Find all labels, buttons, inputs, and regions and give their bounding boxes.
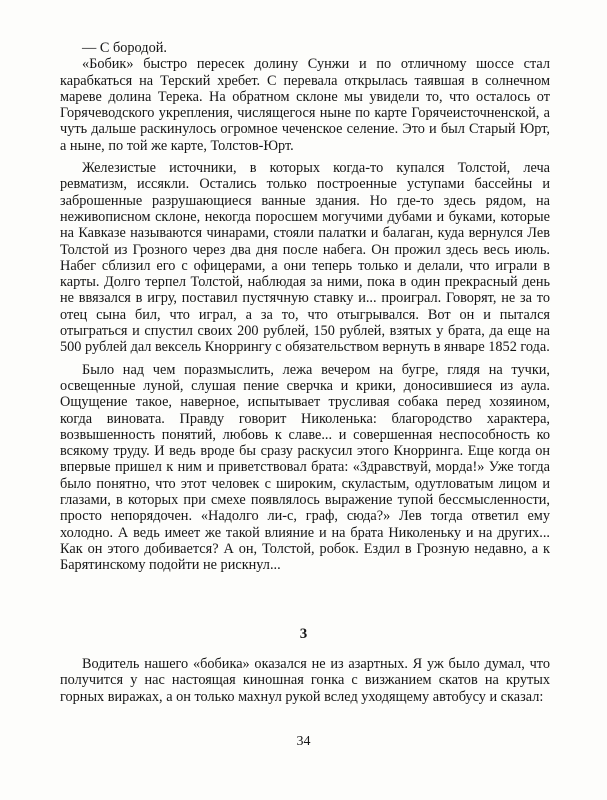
paragraph: — С бородой. xyxy=(82,40,167,56)
page-number: 34 xyxy=(296,734,311,749)
main-text xyxy=(60,40,550,574)
paragraph: Железистые источники, в которых когда-то купался Толстой, леча ревматизм, иссякли. Остались только построенные уступами бассейны и заброшенные разрушающиеся ванные здания. Но где-то здесь рядом, на неживописном склоне, некогда поросшем могучими дубами и буками, которые на Кавказе называются чинарами, стояли палатки и балаган, куда вернулся Лев Толстой из Грозного через два дня после набега. Он прожил здесь весь июль. Набег сблизил его с офицерами, а они теперь только и делали, что играли в карты. Долго терпел Толстой, наблюдая за ними, пока в один прекрасный день не ввязался в игру, поставил пустячную ставку и... проиграл. Говорят, не за то отец сына бил, что играл, а за то, что отыгрывался. Вот он и пытался отыграться и спустил своих 200 рублей, 150 рублей, взятых у брата, да еще на 500 рублей дал вексель Кноррингу с обязательством вернуть в январе 1852 года. xyxy=(60,160,550,356)
chapter-text xyxy=(60,656,550,705)
paragraph: Было над чем поразмыслить, лежа вечером на бугре, глядя на тучки, освещенные луной, слушая пение сверчка и крики, доносившиеся из аула. Ощущение такое, наверное, испытывает трусливая собака перед хозяином, когда виновата. Правду говорит Николенька: благородство характера, возвышенность понятий, любовь к славе... и совершенная неспособность ко всякому труду. И ведь вроде бы сразу раскусил этого Кнорринга. Еще когда он впервые пришел к ним и приветствовал брата: «Здравствуй, морда!» Уже тогда было понятно, что этот человек с широким, скуластым, одутловатым лицом и глазами, в которых при смехе появлялось выражение тупой бессмысленности, просто непорядочен. «Надолго ли-с, граф, сюда?» Лев тогда ответил ему холодно. А ведь имеет же такой влияние и на брата Николеньку и на других... Как он этого добивается? А он, Толстой, робок. Ездил в Грозную недавно, а к Барятинскому подойти не рискнул... xyxy=(60,361,550,574)
paragraph: Водитель нашего «бобика» оказался не из азартных. Я уж было думал, что получится у нас настоящая киношная гонка с визжанием скатов на крутых горных виражах, а он только махнул рукой вслед уходящему автобусу и сказал: xyxy=(60,656,550,705)
paragraph: «Бобик» быстро пересек долину Сунжи и по отличному шоссе стал карабкаться на Терский хребет. С перевала открылась таявшая в солнечном мареве долина Терека. На обратном склоне мы увидели то, что осталось от Горячеводского укрепления, числящегося ныне по карте Горячеисточненской, а чуть дальше раскинулось огромное чеченское селение. Это и был Старый Юрт, а ныне, по той же карте, Толстов-Юрт. xyxy=(60,56,550,154)
chapter-heading: 3 xyxy=(299,626,308,642)
